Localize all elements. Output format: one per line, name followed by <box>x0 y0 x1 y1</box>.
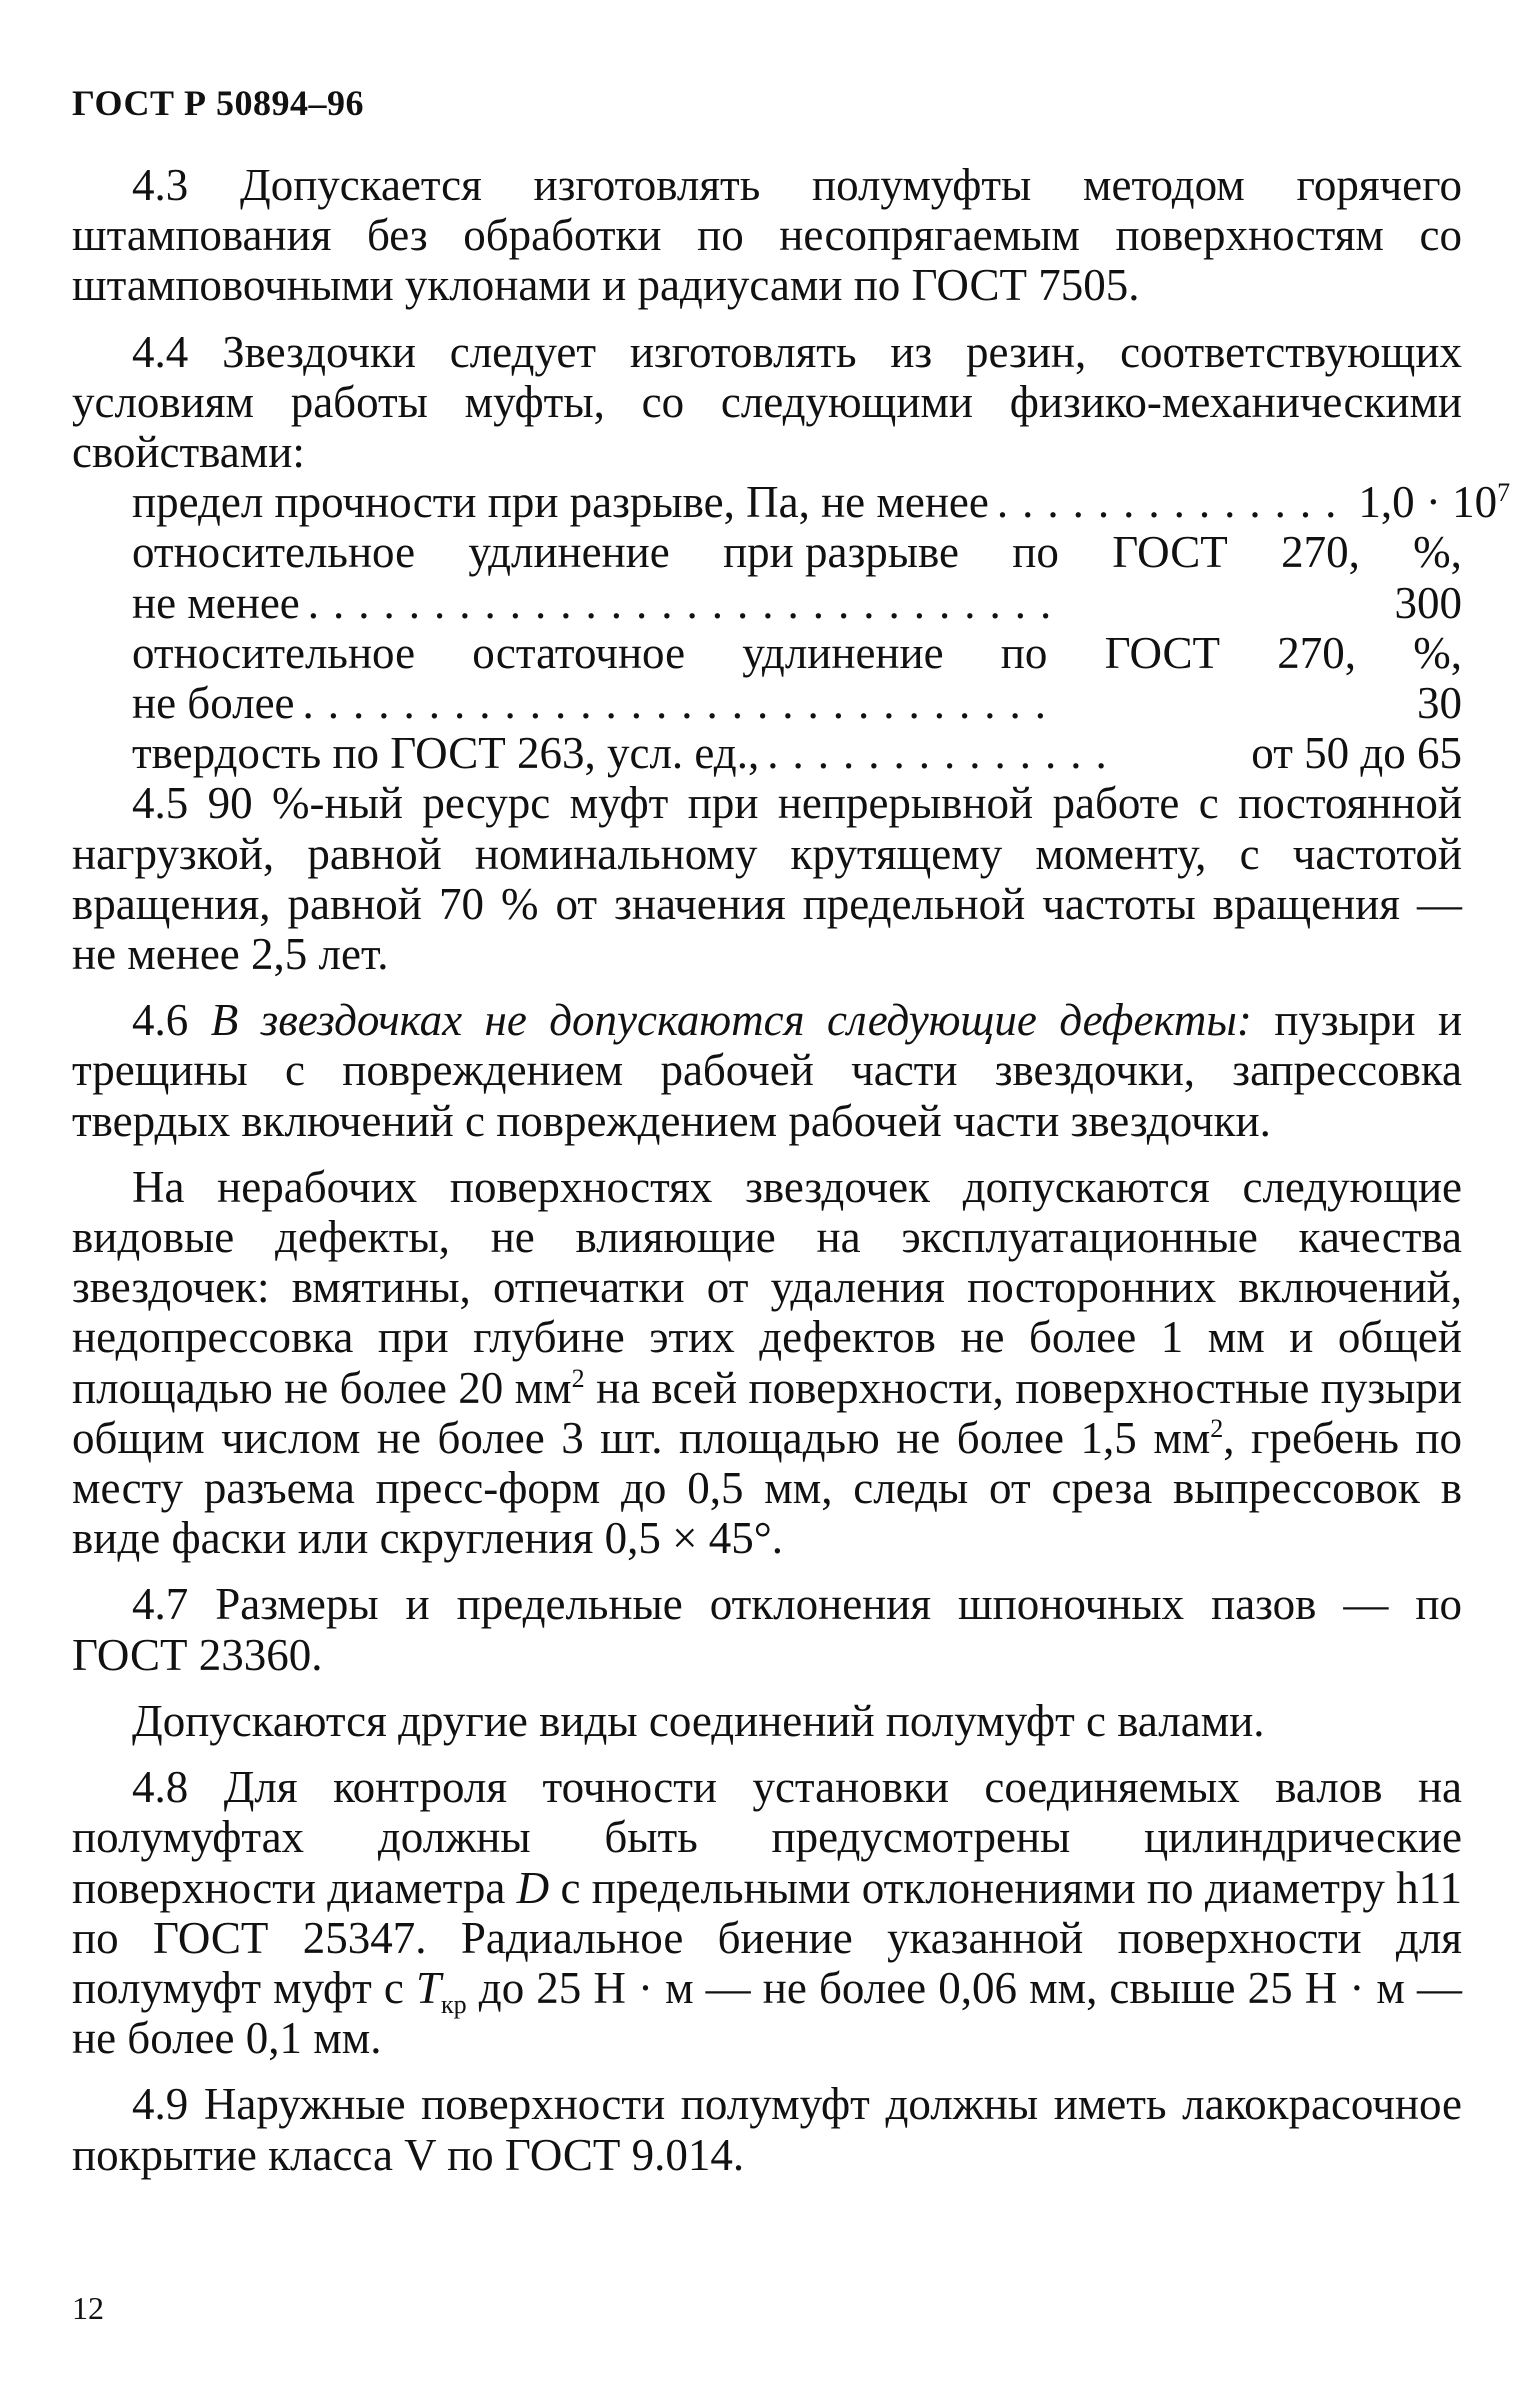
leader-dots: .............................. <box>302 678 1061 729</box>
paragraph-4-6: 4.6 В звездочках не допускаются следующие дефекты: пузыри и трещины с повреждением рабочей части звездочки, запрессовка твердых включений с повреждением рабочей части звездочки. <box>72 995 1463 1146</box>
property-elongation-line2: не менее .............................. 300 <box>132 577 1462 628</box>
paragraph-4-4: 4.4 Звездочки следует изготовлять из резин, соответствующих условиям работы муфты, со следующими физико-механическими свойствами: <box>72 326 1462 478</box>
paragraph-4-7-note: Допускаются другие виды соединений полумуфт с валами. <box>132 1695 1265 1746</box>
paragraph-4-8: 4.8 Для контроля точности установки соединяемых валов на полумуфтах должны быть предусмотрены цилиндрические поверхности диаметра D с предельными отклонениями по диаметру h11 по ГОСТ 25347. Радиальное биение указанной поверхности для полумуфт муфт с $T_{кр}$ до 25 Н · м — не более 0,06 мм, свыше 25 Н · м — не более 0,1 мм. <box>72 1762 1463 2064</box>
leader-dots: .............. <box>996 477 1351 528</box>
paragraph-4-7: 4.7 Размеры и предельные отклонения шпоночных пазов — по ГОСТ 23360. <box>72 1579 1462 1680</box>
leader-dots: .............................. <box>307 577 1066 628</box>
document-header: ГОСТ Р 50894–96 <box>72 83 364 123</box>
property-elongation-line1: относительное удлинение при разрыве по ГОСТ 270, %, <box>132 527 1462 578</box>
paragraph-4-6-defects: На нерабочих поверхностях звездочек допускаются следующие видовые дефекты, не влияющие на эксплуатационные качества звездочек: вмятины, отпечатки от удаления посторонних включений, недопрессовка при глубине этих дефектов не более 1 мм и общей площадью не более 20 $мм^2$ на всей поверхности, поверхностные пузыри общим числом не более 3 шт. площадью не более 1,5 $мм^2$, гребень по месту разъема пресс-форм до 0,5 мм, следы от среза выпрессовок в виде фаски или скругления 0,5 × 45°. <box>72 1161 1462 1564</box>
paragraph-4-3: 4.3 Допускается изготовлять полумуфты методом горячего штампования без обработки по несопрягаемым поверхностям со штамповочными уклонами и радиусами по ГОСТ 7505. <box>72 160 1462 311</box>
property-strength: предел прочности при разрыве, Па, не менее .............. $1,0 \cdot 10^7$ <box>132 477 1511 528</box>
property-hardness: твердость по ГОСТ 263, усл. ед., .............. от 50 до 65 <box>132 728 1462 779</box>
property-residual-line1: относительное остаточное удлинение по ГОСТ 270, %, <box>132 627 1462 678</box>
property-residual-line2: не более .............................. 30 <box>132 678 1462 729</box>
paragraph-4-5: 4.5 90 %-ный ресурс муфт при непрерывной работе с постоянной нагрузкой, равной номинальному крутящему моменту, с частотой вращения, равной 70 % от значения предельной частоты вращения — не менее 2,5 лет. <box>72 778 1462 980</box>
paragraph-4-9: 4.9 Наружные поверхности полумуфт должны иметь лакокрасочное покрытие класса V по ГОСТ 9.014. <box>72 2079 1462 2180</box>
leader-dots: .............. <box>767 728 1121 779</box>
document-body <box>72 160 1511 2180</box>
page-number: 12 <box>72 2290 104 2326</box>
properties-list <box>72 477 1511 779</box>
